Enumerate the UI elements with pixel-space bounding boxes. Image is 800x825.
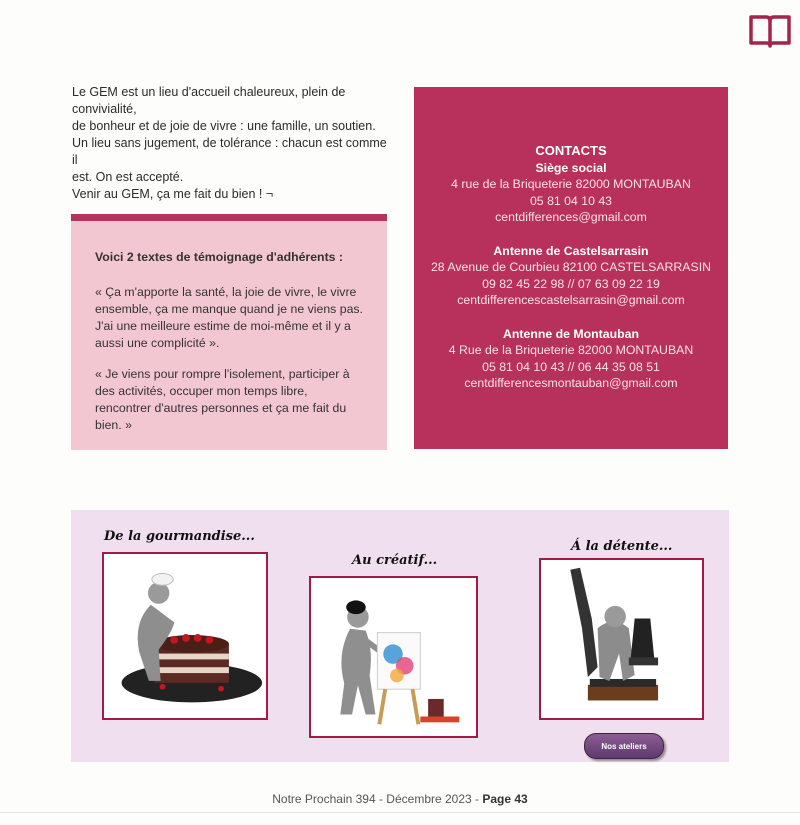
page-number: Page 43 (482, 792, 528, 806)
contact-siege-email[interactable]: centdifferences@gmail.com (495, 210, 647, 224)
intro-line: Venir au GEM, ça me fait du bien ! ¬ (72, 187, 274, 201)
book-icon (748, 12, 792, 48)
contact-montauban-phone: 05 81 04 10 43 // 06 44 35 08 51 (482, 359, 660, 374)
contact-montauban-title: Antenne de Montauban (503, 326, 639, 341)
contact-montauban-email[interactable]: centdifferencesmontauban@gmail.com (464, 376, 678, 390)
footer-divider (0, 812, 800, 813)
contact-castelsarrasin-phone: 09 82 45 22 98 // 07 63 09 22 19 (482, 276, 660, 291)
intro-line: Le GEM est un lieu d'accueil chaleureux, plein de convivialité, (72, 85, 346, 116)
footer-text: Notre Prochain 394 - Décembre 2023 - (272, 792, 483, 806)
contact-siege-address: 4 rue de la Briqueterie 82000 MONTAUBAN (451, 177, 691, 191)
image-gourmandise (102, 552, 268, 720)
testimonials-heading: Voici 2 textes de témoignage d'adhérents : (95, 250, 344, 264)
nos-ateliers-button[interactable]: Nos ateliers (584, 733, 664, 759)
caption-gourmandise: De la gourmandise... (104, 529, 255, 544)
intro-line: de bonheur et de joie de vivre : une famille, un soutien. (72, 119, 376, 133)
testimonial-quote-1: « Ça m'apporte la santé, la joie de vivre, le vivre ensemble, ça me manque quand je ne viens pas. J'ai une meilleure estime de moi-même et il y a aussi une complicité ». (95, 285, 363, 350)
contact-castelsarrasin-address: 28 Avenue de Courbieu 82100 CASTELSARRASIN (430, 260, 712, 274)
intro-text (72, 84, 392, 203)
caption-detente: Á la détente... (571, 539, 673, 554)
contact-castelsarrasin-title: Antenne de Castelsarrasin (493, 243, 649, 258)
contact-montauban (414, 326, 728, 392)
contact-castelsarrasin-email[interactable]: centdifferencescastelsarrasin@gmail.com (457, 293, 685, 307)
intro-line: Un lieu sans jugement, de tolérance : chacun est comme il (72, 136, 387, 167)
contact-siege-title: Siège social (535, 160, 607, 175)
intro-line: est. On est accepté. (72, 170, 184, 184)
testimonials-box (71, 214, 387, 450)
contacts-title: CONTACTS (535, 143, 607, 158)
image-creatif (309, 576, 478, 738)
contact-montauban-address: 4 Rue de la Briqueterie 82000 MONTAUBAN (448, 343, 694, 357)
testimonial-quote-2: « Je viens pour rompre l'isolement, participer à des activités, occuper mon temps libre, rencontrer d'autres personnes et ça me fait du bien. » (95, 367, 350, 432)
image-detente (539, 558, 704, 720)
caption-creatif: Au créatif... (352, 553, 438, 568)
contact-siege-phone: 05 81 04 10 43 (529, 193, 613, 208)
page-footer (0, 792, 800, 806)
contacts-box (414, 87, 728, 449)
contact-siege (414, 160, 728, 226)
contact-castelsarrasin (414, 243, 728, 309)
